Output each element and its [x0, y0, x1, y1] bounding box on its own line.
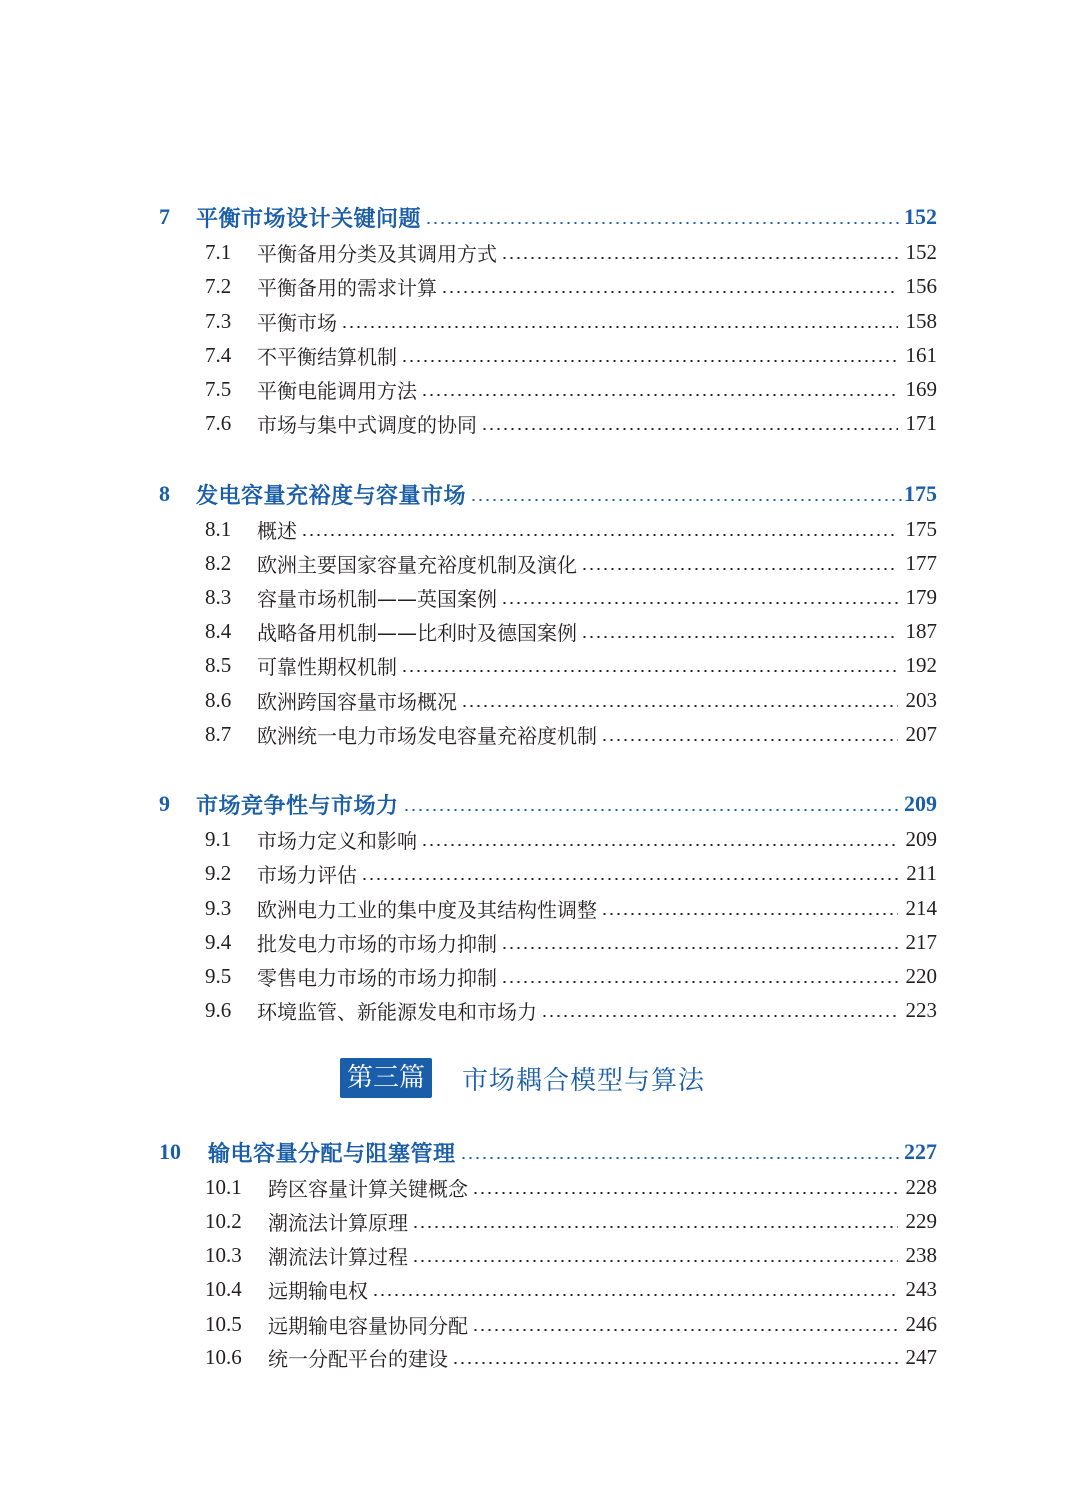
toc-section-9-3[interactable]: [0, 893, 1080, 923]
section-number: 9.5: [205, 963, 232, 988]
section-number: 7.6: [205, 410, 232, 435]
toc-section-9-2[interactable]: [0, 858, 1080, 888]
chapter-number: 8: [159, 481, 170, 506]
chapter-page-number: 152: [904, 204, 937, 229]
dot-leader: [460, 1157, 902, 1159]
section-number: 9.4: [205, 929, 232, 954]
section-title: 容量市场机制——英国案例: [257, 583, 501, 612]
toc-section-7-6[interactable]: [0, 408, 1080, 438]
section-title: 欧洲主要国家容量充裕度机制及演化: [257, 549, 581, 578]
toc-section-8-7[interactable]: [0, 719, 1080, 749]
chapter-title: 市场竞争性与市场力: [196, 789, 403, 820]
section-number: 9.1: [205, 826, 232, 851]
chapter-title: 发电容量充裕度与容量市场: [196, 479, 470, 510]
dot-leader: [481, 428, 898, 430]
section-number: 10.2: [205, 1208, 242, 1233]
section-page-number: 158: [905, 308, 937, 333]
section-page-number: 161: [905, 342, 937, 367]
dot-leader: [421, 844, 898, 846]
toc-section-7-3[interactable]: [0, 306, 1080, 336]
chapter-title: 平衡市场设计关键问题: [196, 202, 425, 233]
section-title: 潮流法计算原理: [268, 1207, 412, 1236]
section-number: 7.5: [205, 376, 232, 401]
section-page-number: 156: [905, 273, 937, 298]
section-page-number: 203: [905, 687, 937, 712]
section-number: 7.1: [205, 239, 232, 264]
section-page-number: 152: [905, 239, 937, 264]
section-page-number: 187: [905, 618, 937, 643]
toc-section-8-5[interactable]: [0, 650, 1080, 680]
section-page-number: 220: [905, 963, 937, 988]
dot-leader: [452, 1362, 898, 1364]
section-page-number: 207: [905, 721, 937, 746]
toc-section-8-1[interactable]: [0, 514, 1080, 544]
dot-leader: [425, 222, 902, 224]
section-page-number: 209: [905, 826, 937, 851]
toc-section-7-1[interactable]: [0, 237, 1080, 267]
dot-leader: [501, 602, 898, 604]
section-title: 欧洲跨国容量市场概况: [257, 686, 461, 715]
section-title: 平衡市场: [257, 307, 341, 336]
section-title: 欧洲电力工业的集中度及其结构性调整: [257, 894, 601, 923]
section-title: 平衡备用的需求计算: [257, 272, 441, 301]
dot-leader: [501, 981, 898, 983]
section-number: 7.4: [205, 342, 232, 367]
dot-leader: [412, 1226, 898, 1228]
section-title: 可靠性期权机制: [257, 651, 401, 680]
part-heading: [340, 1057, 705, 1099]
section-number: 10.3: [205, 1242, 242, 1267]
dot-leader: [472, 1329, 898, 1331]
toc-chapter-7[interactable]: [0, 202, 1080, 232]
dot-leader: [581, 568, 898, 570]
section-number: 10.6: [205, 1344, 242, 1369]
toc-chapter-8[interactable]: [0, 479, 1080, 509]
section-page-number: 177: [905, 550, 937, 575]
dot-leader: [601, 739, 898, 741]
section-number: 8.7: [205, 721, 232, 746]
section-page-number: 179: [905, 584, 937, 609]
toc-section-7-4[interactable]: [0, 340, 1080, 370]
dot-leader: [541, 1015, 898, 1017]
toc-section-9-5[interactable]: [0, 961, 1080, 991]
section-page-number: 217: [905, 929, 937, 954]
toc-section-10-5[interactable]: [0, 1309, 1080, 1339]
chapter-number: 10: [159, 1139, 181, 1164]
dot-leader: [341, 326, 898, 328]
section-page-number: 214: [905, 895, 937, 920]
section-title: 跨区容量计算关键概念: [268, 1173, 472, 1202]
section-title: 不平衡结算机制: [257, 341, 401, 370]
dot-leader: [401, 360, 898, 362]
section-number: 10.4: [205, 1276, 242, 1301]
toc-section-8-6[interactable]: [0, 685, 1080, 715]
dot-leader: [401, 670, 898, 672]
section-number: 8.3: [205, 584, 232, 609]
dot-leader: [421, 394, 898, 396]
chapter-page-number: 175: [904, 481, 937, 506]
section-title: 远期输电权: [268, 1275, 372, 1304]
section-page-number: 223: [905, 997, 937, 1022]
dot-leader: [501, 257, 898, 259]
section-title: 环境监管、新能源发电和市场力: [257, 996, 541, 1025]
section-number: 10.5: [205, 1311, 242, 1336]
section-title: 统一分配平台的建设: [268, 1343, 452, 1372]
section-number: 10.1: [205, 1174, 242, 1199]
section-page-number: 175: [905, 516, 937, 541]
section-title: 市场力评估: [257, 859, 361, 888]
dot-leader: [372, 1294, 898, 1296]
toc-section-10-1[interactable]: [0, 1172, 1080, 1202]
section-title: 远期输电容量协同分配: [268, 1310, 472, 1339]
section-number: 9.3: [205, 895, 232, 920]
chapter-number: 7: [159, 204, 170, 229]
section-title: 平衡电能调用方法: [257, 375, 421, 404]
toc-chapter-10[interactable]: [0, 1137, 1080, 1167]
section-page-number: 211: [906, 860, 937, 885]
dot-leader: [301, 534, 898, 536]
toc-section-9-1[interactable]: [0, 824, 1080, 854]
chapter-page-number: 227: [904, 1139, 937, 1164]
section-page-number: 243: [905, 1276, 937, 1301]
section-title: 平衡备用分类及其调用方式: [257, 238, 501, 267]
toc-chapter-9[interactable]: [0, 789, 1080, 819]
section-number: 7.2: [205, 273, 232, 298]
chapter-title: 输电容量分配与阻塞管理: [208, 1137, 460, 1168]
section-page-number: 192: [905, 652, 937, 677]
section-number: 9.2: [205, 860, 232, 885]
section-title: 市场力定义和影响: [257, 825, 421, 854]
section-page-number: 247: [905, 1344, 937, 1369]
dot-leader: [581, 636, 898, 638]
toc-section-7-2[interactable]: [0, 271, 1080, 301]
dot-leader: [601, 913, 898, 915]
section-title: 概述: [257, 515, 301, 544]
toc-section-10-2[interactable]: [0, 1206, 1080, 1236]
toc-section-10-6[interactable]: [0, 1342, 1080, 1372]
section-number: 8.6: [205, 687, 232, 712]
toc-section-8-2[interactable]: [0, 548, 1080, 578]
section-number: 8.1: [205, 516, 232, 541]
section-page-number: 238: [905, 1242, 937, 1267]
dot-leader: [470, 499, 902, 501]
section-number: 8.2: [205, 550, 232, 575]
toc-section-10-4[interactable]: [0, 1274, 1080, 1304]
dot-leader: [412, 1260, 898, 1262]
dot-leader: [501, 947, 898, 949]
section-title: 批发电力市场的市场力抑制: [257, 928, 501, 957]
chapter-page-number: 209: [904, 791, 937, 816]
section-title: 潮流法计算过程: [268, 1241, 412, 1270]
toc-section-8-4[interactable]: [0, 616, 1080, 646]
part-label-badge: 第三篇: [340, 1058, 432, 1098]
toc-section-10-3[interactable]: [0, 1240, 1080, 1270]
section-title: 零售电力市场的市场力抑制: [257, 962, 501, 991]
section-page-number: 228: [905, 1174, 937, 1199]
dot-leader: [472, 1192, 898, 1194]
toc-section-8-3[interactable]: [0, 582, 1080, 612]
dot-leader: [403, 809, 902, 811]
section-page-number: 229: [905, 1208, 937, 1233]
section-number: 8.5: [205, 652, 232, 677]
toc-section-9-4[interactable]: [0, 927, 1080, 957]
section-title: 市场与集中式调度的协同: [257, 409, 481, 438]
part-title: 市场耦合模型与算法: [462, 1065, 706, 1096]
section-page-number: 169: [905, 376, 937, 401]
dot-leader: [441, 291, 898, 293]
section-page-number: 246: [905, 1311, 937, 1336]
toc-section-7-5[interactable]: [0, 374, 1080, 404]
section-number: 7.3: [205, 308, 232, 333]
dot-leader: [461, 705, 898, 707]
section-number: 8.4: [205, 618, 232, 643]
dot-leader: [361, 878, 898, 880]
section-title: 欧洲统一电力市场发电容量充裕度机制: [257, 720, 601, 749]
section-title: 战略备用机制——比利时及德国案例: [257, 617, 581, 646]
chapter-number: 9: [159, 791, 170, 816]
toc-section-9-6[interactable]: [0, 995, 1080, 1025]
section-number: 9.6: [205, 997, 232, 1022]
section-page-number: 171: [905, 410, 937, 435]
